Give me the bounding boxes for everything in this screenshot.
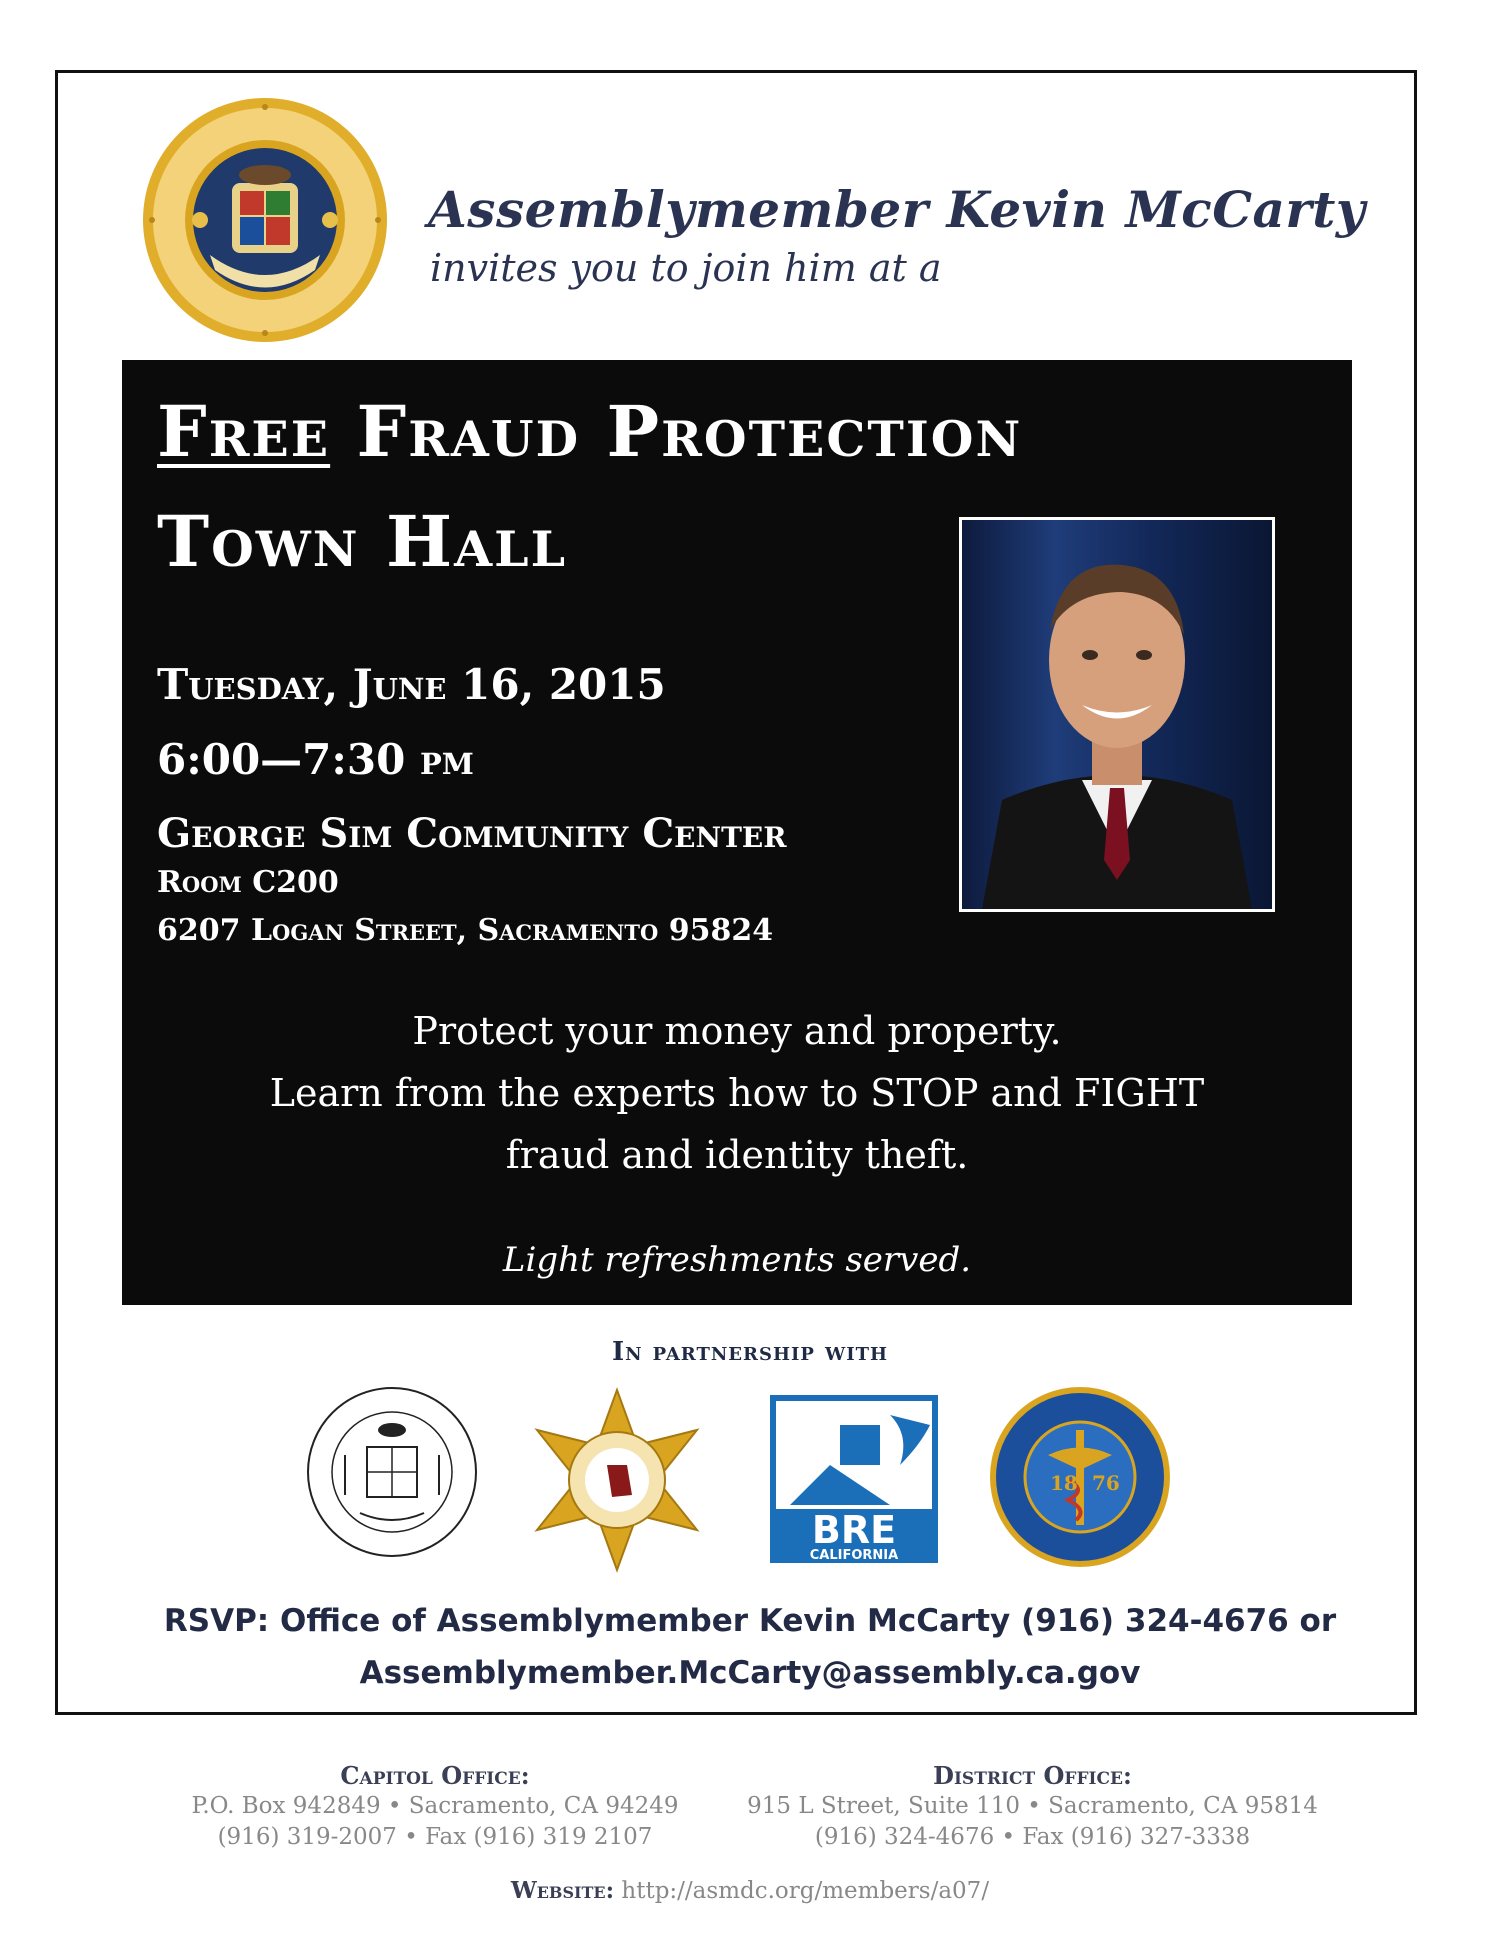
district-office-block [740,1760,1325,1853]
host-portrait [959,517,1275,912]
event-panel [122,360,1352,1305]
website-link[interactable]: http://asmdc.org/members/a07/ [621,1878,990,1904]
capitol-office-address: P.O. Box 942849 • Sacramento, CA 94249 [191,1793,679,1819]
law-enforcement-star-icon [522,1385,712,1575]
event-time: 6:00—7:30 pm [157,735,474,784]
website-label: Website: [510,1877,615,1904]
medical-board-seal-icon [988,1385,1173,1570]
invite-line: invites you to join him at a [430,246,942,290]
district-office-heading: District Office: [933,1761,1132,1790]
svg-text:76: 76 [1092,1471,1120,1495]
rsvp-email-link[interactable]: Assemblymember.McCarty@assembly.ca.gov [359,1655,1141,1691]
rsvp-line: RSVP: Office of Assemblymember Kevin McCarty (916) 324-4676 or [163,1603,1337,1639]
svg-text:BRE: BRE [811,1508,897,1552]
capitol-office-phone: (916) 319-2007 • Fax (916) 319 2107 [217,1824,653,1850]
event-date: Tuesday, June 16, 2015 [157,660,666,709]
event-venue: George Sim Community Center [157,810,787,857]
portrait-illustration [962,520,1272,909]
event-title-line1 [157,390,1022,473]
event-address: 6207 Logan Street, Sacramento 95824 [157,913,774,948]
pitch-line-2: Learn from the experts how to STOP and FIGHT [269,1071,1205,1115]
state-bar-seal-icon [305,1385,480,1560]
event-description [122,1000,1352,1186]
svg-text:18: 18 [1050,1471,1078,1495]
website-line [0,1877,1500,1904]
california-assembly-seal-icon [140,95,390,345]
capitol-office-block [175,1760,695,1853]
partnership-label: In partnership with [611,1337,889,1367]
district-office-address: 915 L Street, Suite 110 • Sacramento, CA 95814 [747,1793,1318,1819]
refreshments-note: Light refreshments served. [502,1240,972,1280]
title-free-word: Free [157,390,331,473]
pitch-line-1: Protect your money and property. [412,1009,1062,1053]
pitch-line-3: fraud and identity theft. [505,1133,969,1177]
bre-california-logo-icon [770,1395,938,1563]
host-name: Assemblymember Kevin McCarty [428,180,1366,239]
district-office-phone: (916) 324-4676 • Fax (916) 327-3338 [814,1824,1251,1850]
event-title-line2: Town Hall [157,500,568,583]
svg-text:CALIFORNIA: CALIFORNIA [809,1548,899,1563]
title-fraud-protection: Fraud Protection [356,390,1023,473]
event-room: Room C200 [157,865,339,900]
capitol-office-heading: Capitol Office: [340,1761,530,1790]
